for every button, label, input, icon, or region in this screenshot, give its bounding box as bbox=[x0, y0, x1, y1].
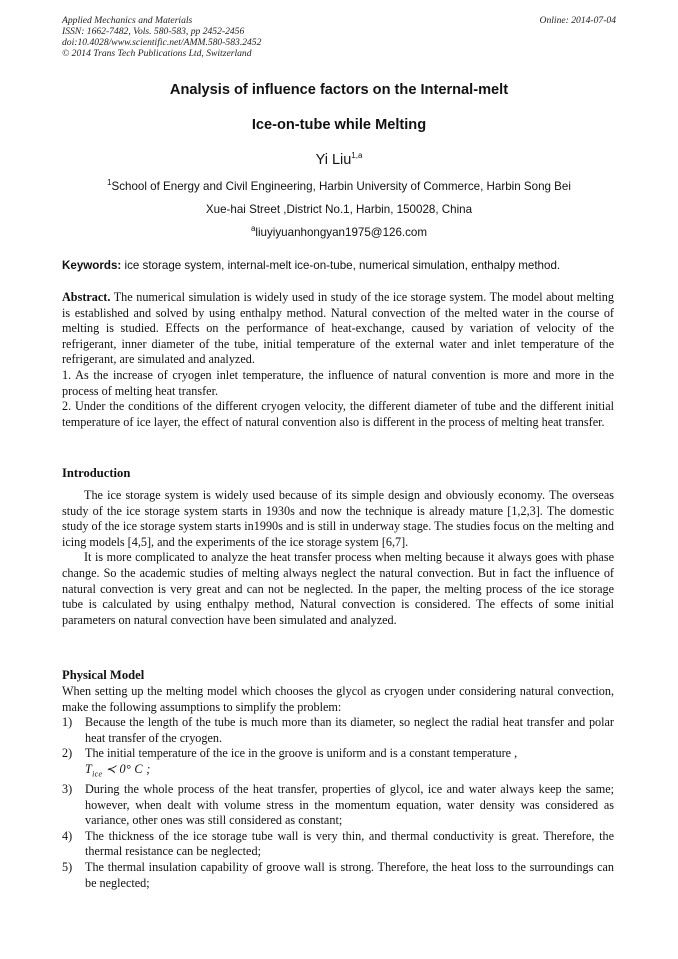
journal-header bbox=[62, 15, 616, 59]
abstract-point-2: 2. Under the conditions of the different cryogen velocity, the different diameter of tube and the different initial temperature of ice layer, the effect of natural convention also is different in the process of melting heat transfer. bbox=[62, 399, 614, 429]
author-name: Yi Liu bbox=[315, 152, 352, 168]
author-email bbox=[0, 226, 678, 239]
formula-symbol: T bbox=[85, 761, 93, 776]
email-sup: a bbox=[250, 224, 256, 234]
affiliation-line-2: Xue-hai Street ,District No.1, Harbin, 150028, China bbox=[205, 203, 473, 216]
assumption-list bbox=[62, 715, 614, 891]
introduction-section bbox=[62, 488, 614, 628]
author bbox=[0, 152, 678, 168]
online-date: Online: 2014-07-04 bbox=[539, 15, 616, 26]
list-item bbox=[62, 860, 614, 891]
abstract bbox=[62, 290, 614, 430]
formula-subscript: ice bbox=[92, 769, 103, 779]
list-item-text: The thermal insulation capability of groove wall is strong. Therefore, the heat loss to the surroundings can be neglected; bbox=[85, 859, 614, 890]
abstract-point-1: 1. As the increase of cryogen inlet temperature, the influence of natural convention is more and more in the process of melting heat transfer. bbox=[62, 367, 614, 398]
issn-line: ISSN: 1662-7482, Vols. 580-583, pp 2452-2456 bbox=[62, 26, 245, 37]
list-item-text: The thickness of the ice storage tube wall is very thin, and thermal conductivity is great. Therefore, the thermal resistance can be neglected; bbox=[85, 828, 614, 859]
formula-rest: ≺ 0° C ; bbox=[102, 761, 151, 776]
physical-model-heading: Physical Model bbox=[62, 668, 145, 682]
ice-temperature-formula bbox=[85, 761, 151, 779]
author-sup: 1,a bbox=[351, 151, 363, 161]
doi-line: doi:10.4028/www.scientific.net/AMM.580-583.2452 bbox=[62, 37, 262, 48]
paper-title-line-1: Analysis of influence factors on the Internal-melt bbox=[169, 82, 509, 98]
copyright-line: © 2014 Trans Tech Publications Ltd, Switzerland bbox=[62, 48, 252, 59]
abstract-text: The numerical simulation is widely used in study of the ice storage system. The model about melting is established and solved by using enthalpy method. Natural convection of the melted water in the course of melting is studied. Effects on the performance of heat-exchange, caused by variation of velocity of the refrigerant, inner diameter of the tube, initial temperature of the external water and inlet temperature of the refrigerant, are simulated and analyzed. bbox=[62, 290, 614, 367]
list-item-text: The initial temperature of the ice in the groove is uniform and is a constant temperature , bbox=[85, 746, 518, 761]
affiliation-line-1 bbox=[0, 180, 678, 193]
list-item-text: Because the length of the tube is much more than its diameter, so neglect the radial heat transfer and polar heat transfer of the cryogen. bbox=[85, 715, 614, 745]
introduction-paragraph-2: It is more complicated to analyze the heat transfer process when melting because it always goes with phase change. So the academic studies of melting always neglect the natural convection. But in fact the influence of natural convection is very great and can not be neglected. In the paper, the melting process of the ice storage tube is calculated by using enthalpy method, Natural convection is considered. The effects of some initial parameters on natural convection have been simulated and analyzed. bbox=[62, 550, 614, 627]
journal-name: Applied Mechanics and Materials bbox=[62, 15, 193, 26]
list-item bbox=[62, 746, 614, 782]
list-item-number: 2) bbox=[62, 746, 73, 761]
keywords bbox=[62, 259, 618, 272]
list-item-text: During the whole process of the heat transfer, properties of glycol, ice and water always keep the same; however, when dealt with volume stress in the momentum equation, water density was considered as variance, other ones was still considered as constant; bbox=[85, 782, 614, 828]
paper-title-line-2: Ice-on-tube while Melting bbox=[251, 117, 427, 133]
affiliation-text-1: School of Energy and Civil Engineering, Harbin University of Commerce, Harbin Song Bei bbox=[111, 180, 571, 193]
keywords-label: Keywords: bbox=[62, 259, 122, 272]
list-item bbox=[62, 829, 614, 860]
list-item-number: 4) bbox=[62, 828, 73, 843]
physical-model-intro: When setting up the melting model which chooses the glycol as cryogen under considering natural convection, make the following assumptions to simplify the problem: bbox=[62, 684, 614, 714]
abstract-paragraph bbox=[62, 290, 614, 368]
list-item-number: 5) bbox=[62, 859, 73, 874]
keywords-text: ice storage system, internal-melt ice-on-tube, numerical simulation, enthalpy method. bbox=[121, 259, 561, 272]
abstract-label: Abstract. bbox=[62, 290, 111, 304]
list-item-number: 3) bbox=[62, 782, 73, 796]
list-item-number: 1) bbox=[62, 715, 73, 730]
list-item bbox=[62, 782, 614, 829]
affiliation-sup: 1 bbox=[107, 178, 112, 188]
introduction-heading: Introduction bbox=[62, 466, 131, 480]
introduction-paragraph-1: The ice storage system is widely used because of its simple design and obviously economy. The overseas study of the ice storage system starts in 1930s and now the technique is already mature [1,2,3]. The domestic study of the ice storage system starts in1990s and is still in underway stage. The studies focus on the melting and icing models [4,5], and the experiments of the ice storage system [6,7]. bbox=[62, 488, 614, 549]
list-item bbox=[62, 715, 614, 746]
email-text: liuyiyuanhongyan1975@126.com bbox=[255, 226, 428, 239]
physical-model-section bbox=[62, 684, 614, 891]
